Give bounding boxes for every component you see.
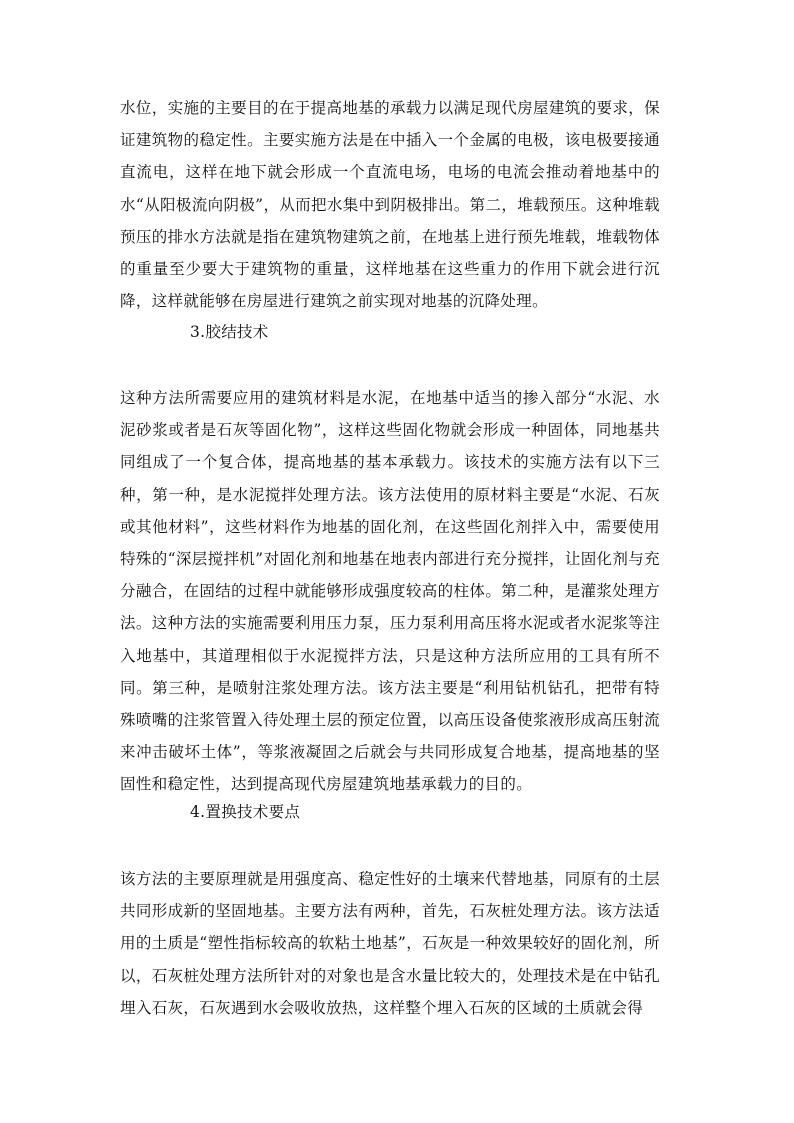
section-heading-replacement: 4.置换技术要点 [190,803,301,821]
paragraph-drainage-preloading: 水位，实施的主要目的在于提高地基的承载力以满足现代房屋建筑的要求，保证建筑物的稳定性。主要实施方法是在中插入一个金属的电极，该电极要接通直流电，这样在地下就会形成一个直流电场，电场的电流会推动着地基中的水“从阳极流向阴极”，从而把水集中到阴极排出。第二，堆载预压。这种堆载预压的排水方法就是指在建筑物建筑之前，在地基上进行预先堆载，堆载物体的重量至少要大于建筑物的重量，这样地基在这些重力的作用下就会进行沉降，这样就能够在房屋进行建筑之前实现对地基的沉降处理。 [120,99,660,311]
section-heading-cementing: 3.胶结技术 [190,323,269,341]
paragraph-cementing-technique: 这种方法所需要应用的建筑材料是水泥，在地基中适当的掺入部分“水泥、水泥砂浆或者是石灰等固化物”，这样这些固化物就会形成一种固体，同地基共同组成了一个复合体，提高地基的基本承载力。该技术的实施方法有以下三种，第一种，是水泥搅拌处理方法。该方法使用的原材料主要是“水泥、石灰或其他材料”，这些材料作为地基的固化剂，在这些固化剂拌入中，需要使用特殊的“深层搅拌机”对固化剂和地基在地表内部进行充分搅拌，让固化剂与充分融合，在固结的过程中就能够形成强度较高的柱体。第二种，是灌浆处理方法。这种方法的实施需要利用压力泵，压力泵利用高压将水泥或者水泥浆等注入地基中，其道理相似于水泥搅拌方法，只是这种方法所应用的工具有所不同。第三种，是喷射注浆处理方法。该方法主要是“利用钻机钻孔，把带有特殊喷嘴的注浆管置入待处理土层的预定位置，以高压设备使浆液形成高压射流来冲击破坏土体”，等浆液凝固之后就会与共同形成复合地基，提高地基的坚固性和稳定性，达到提高现代房屋建筑地基承载力的目的。 [120,389,660,794]
paragraph-replacement-technique: 该方法的主要原理就是用强度高、稳定性好的土壤来代替地基，同原有的土层共同形成新的坚固地基。主要方法有两种，首先，石灰桩处理方法。该方法适用的土质是“塑性指标较高的软粘土地基”，石灰是一种效果较好的固化剂，所以，石灰桩处理方法所针对的对象也是含水量比较大的，处理技术是在中钻孔埋入石灰，石灰遇到水会吸收放热，这样整个埋入石灰的区域的土质就会得 [120,870,660,1017]
